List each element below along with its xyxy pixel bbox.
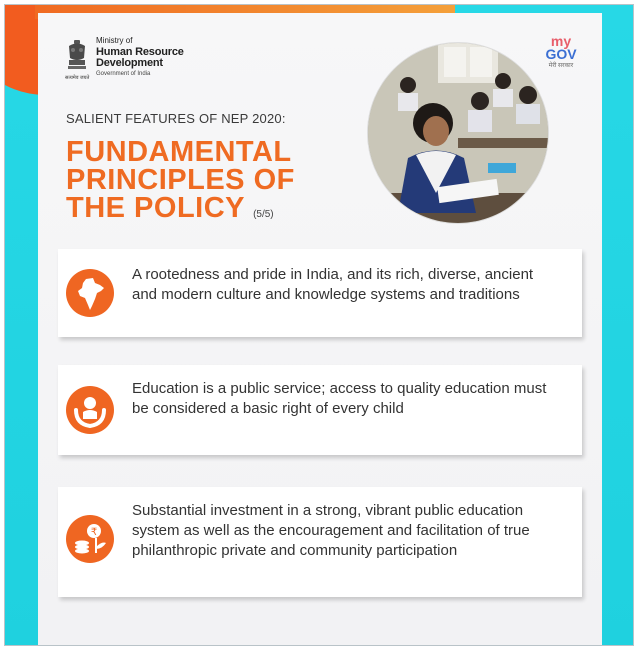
principle-text: A rootedness and pride in India, and its rich, diverse, ancient and modern culture and knowledge systems and traditions [132, 266, 534, 303]
cyan-border [4, 4, 634, 646]
rupee-investment-icon [66, 515, 114, 563]
ministry-line3: Development [96, 57, 163, 69]
page-title [66, 138, 366, 229]
mygov-tagline: मेरी सरकार [548, 63, 574, 69]
mygov-gov: GOV [545, 46, 577, 62]
mygov-my: my [550, 33, 572, 49]
emblem-caption: सत्यमेव जयते [65, 75, 90, 81]
classroom-photo [368, 43, 548, 223]
national-emblem-icon [65, 38, 89, 74]
ministry-line2: Human Resource [96, 46, 184, 58]
subtitle: SALIENT FEATURES OF NEP 2020: [66, 111, 286, 126]
ministry-line1: Ministry of [96, 36, 133, 45]
title-line3: THE POLICY [66, 192, 245, 224]
content-card [38, 13, 602, 645]
principle-text: Substantial investment in a strong, vibrant public education system as well as the encouragement and facilitation of true philanthropic private and community participation [132, 502, 530, 559]
hands-child-icon [66, 386, 114, 434]
principle-item [58, 487, 582, 597]
principle-item [58, 249, 582, 337]
principle-item [58, 365, 582, 455]
title-line2: PRINCIPLES OF [66, 164, 295, 196]
page-indicator: (5/5) [253, 209, 274, 220]
india-map-icon [66, 269, 114, 317]
principle-text: Education is a public service; access to quality education must be considered a basic right of every child [132, 380, 547, 417]
svg-text:₹: ₹ [90, 527, 98, 538]
ministry-logo-text [96, 37, 184, 77]
title-line1: FUNDAMENTAL [66, 136, 292, 168]
classroom-illustration [368, 43, 548, 223]
ministry-line4: Government of India [96, 71, 151, 77]
mygov-logo [536, 35, 586, 69]
